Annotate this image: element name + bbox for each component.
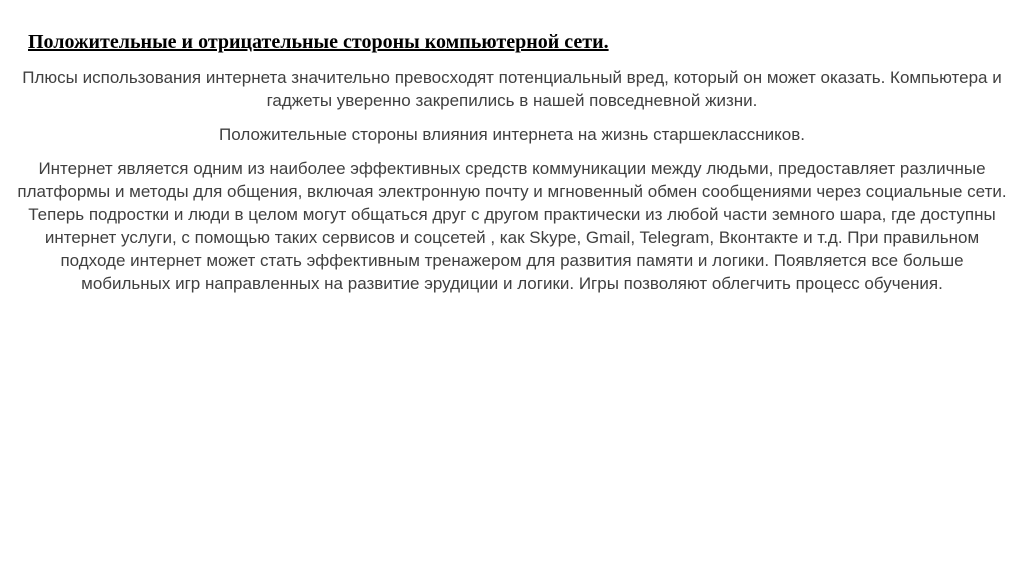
intro-paragraph: Плюсы использования интернета значительно превосходят потенциальный вред, который он может оказать. Компьютера и гаджеты уверенно закрепились в нашей повседневной жизни. (22, 68, 1002, 110)
details-paragraph: Интернет является одним из наиболее эффективных средств коммуникации между людьми, предоставляет различные платформы и методы для общения, включая электронную почту и мгновенный обмен сообщениями через социальные сети. Теперь подростки и люди в целом могут общаться друг с другом практически из любой части земного шара, где доступны интернет услуги, с помощью таких сервисов и соцсетей , как Skype, Gmail, Telegram, Вконтакте и т.д. При правильном подходе интернет может стать эффективным тренажером для развития памяти и логики. Появляется все больше мобильных игр направленных на развитие эрудиции и логики. Игры позволяют облегчить процесс обучения. (17, 159, 1007, 293)
subheading-paragraph: Положительные стороны влияния интернета на жизнь старшеклассников. (219, 125, 805, 144)
slide-body (16, 66, 1008, 306)
slide-title: Положительные и отрицательные стороны компьютерной сети. (28, 31, 609, 53)
